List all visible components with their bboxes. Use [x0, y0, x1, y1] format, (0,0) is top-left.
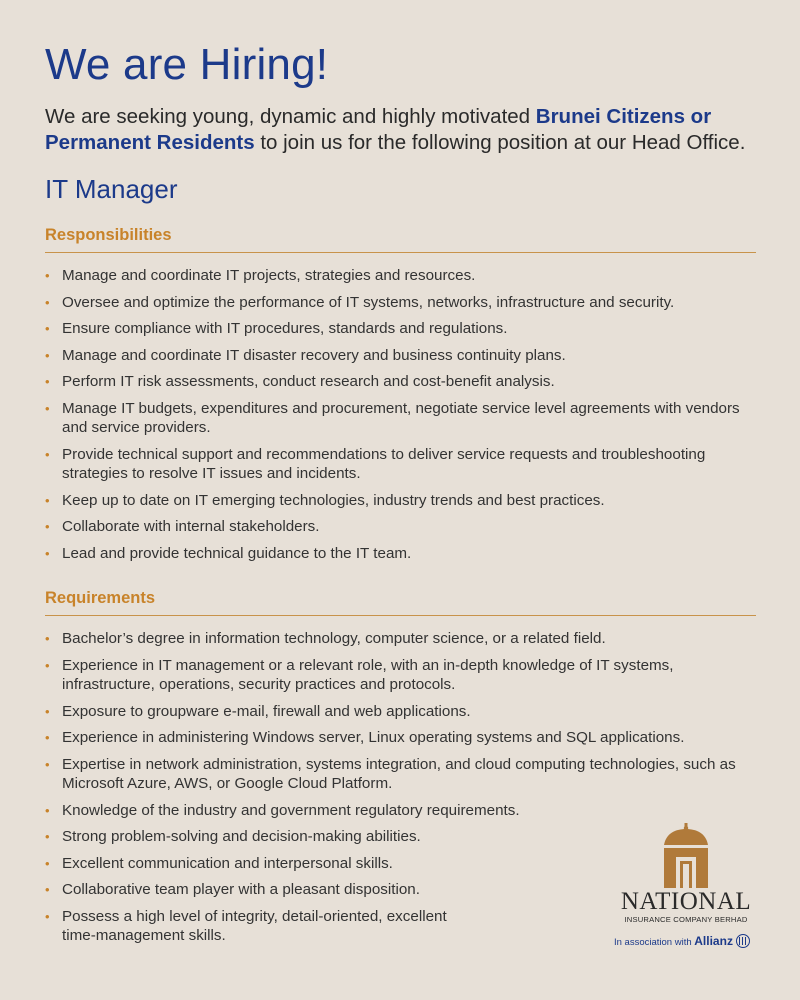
requirements-item-text: Strong problem-solving and decision-making abilities.	[62, 828, 421, 845]
responsibilities-heading: Responsibilities	[45, 226, 756, 253]
bullet-icon: •	[45, 882, 50, 897]
responsibilities-list	[45, 266, 756, 570]
intro-paragraph	[45, 104, 756, 156]
responsibilities-item	[45, 491, 756, 511]
company-subtitle: INSURANCE COMPANY BERHAD	[624, 915, 748, 924]
responsibilities-item-text: Manage IT budgets, expenditures and procurement, negotiate service level agreements with vendors and service providers.	[62, 399, 740, 436]
responsibilities-item	[45, 445, 756, 484]
bullet-icon: •	[45, 400, 50, 416]
intro-text-end: to join us for the following position at our Head Office.	[254, 131, 746, 154]
requirements-item	[45, 702, 756, 722]
bullet-icon: •	[45, 908, 50, 924]
company-logo	[614, 823, 758, 948]
responsibilities-item	[45, 399, 756, 438]
page-title: We are Hiring!	[45, 40, 329, 89]
bullet-icon: •	[45, 294, 50, 310]
bullet-icon: •	[45, 268, 50, 283]
responsibilities-item	[45, 517, 756, 537]
responsibilities-item-text: Manage and coordinate IT projects, strategies and resources.	[62, 267, 476, 284]
responsibilities-item	[45, 293, 756, 313]
requirements-heading: Requirements	[45, 589, 756, 616]
requirements-item	[45, 755, 756, 794]
responsibilities-item	[45, 544, 756, 564]
bullet-icon: •	[45, 347, 50, 363]
bullet-icon: •	[45, 657, 50, 673]
responsibilities-item	[45, 346, 756, 366]
requirements-item-text: Exposure to groupware e-mail, firewall and web applications.	[62, 702, 471, 720]
dome-emblem-icon	[658, 823, 714, 889]
bullet-icon: •	[45, 374, 50, 389]
bullet-icon: •	[45, 829, 50, 844]
requirements-item	[45, 801, 756, 821]
responsibilities-item-text: Manage and coordinate IT disaster recovery and business continuity plans.	[62, 346, 566, 364]
responsibilities-item-text: Collaborate with internal stakeholders.	[62, 518, 320, 535]
requirements-item	[45, 728, 756, 748]
association-prefix: In association with	[614, 937, 695, 948]
requirements-item	[45, 907, 472, 946]
bullet-icon: •	[45, 545, 50, 561]
responsibilities-item	[45, 266, 756, 286]
requirements-item-text: Experience in IT management or a relevant role, with an in-depth knowledge of IT systems, infrastructure, operations, security practices and protocols.	[62, 656, 674, 693]
bullet-icon: •	[45, 855, 50, 871]
bullet-icon: •	[45, 730, 50, 745]
bullet-icon: •	[45, 802, 50, 818]
responsibilities-item	[45, 319, 756, 339]
bullet-icon: •	[45, 756, 50, 772]
bullet-icon: •	[45, 446, 50, 462]
requirements-item	[45, 629, 756, 649]
responsibilities-item-text: Oversee and optimize the performance of IT systems, networks, infrastructure and security.	[62, 293, 675, 311]
position-title: IT Manager	[45, 174, 178, 204]
responsibilities-item	[45, 372, 756, 392]
association-line	[614, 934, 758, 948]
responsibilities-item-text: Ensure compliance with IT procedures, standards and regulations.	[62, 320, 508, 337]
requirements-item-text: Experience in administering Windows server, Linux operating systems and SQL applications.	[62, 729, 685, 746]
bullet-icon: •	[45, 519, 50, 534]
requirements-item	[45, 656, 756, 695]
company-name: NATIONAL	[620, 888, 752, 915]
responsibilities-item-text: Keep up to date on IT emerging technologies, industry trends and best practices.	[62, 491, 605, 509]
bullet-icon: •	[45, 492, 50, 508]
requirements-item-text: Excellent communication and interpersonal skills.	[62, 854, 393, 872]
intro-highlight: Brunei Citizens or Permanent Residents	[45, 105, 712, 154]
responsibilities-item-text: Perform IT risk assessments, conduct research and cost-benefit analysis.	[62, 373, 555, 390]
bullet-icon: •	[45, 703, 50, 719]
requirements-item-text: Expertise in network administration, systems integration, and cloud computing technologies, such as Microsoft Azure, AWS, or Google Cloud Platform.	[62, 755, 736, 792]
association-brand: Allianz	[694, 934, 733, 948]
requirements-item-text: Collaborative team player with a pleasant disposition.	[62, 881, 420, 898]
intro-text-start: We are seeking young, dynamic and highly motivated	[45, 105, 536, 128]
bullet-icon: •	[45, 321, 50, 336]
responsibilities-item-text: Lead and provide technical guidance to the IT team.	[62, 544, 412, 562]
requirements-item-text: Knowledge of the industry and government regulatory requirements.	[62, 801, 520, 819]
requirements-item-text: Possess a high level of integrity, detail-oriented, excellent time-management skills.	[62, 907, 447, 944]
responsibilities-item-text: Provide technical support and recommendations to deliver service requests and troubleshooting strategies to resolve IT issues and incidents.	[62, 445, 706, 482]
requirements-item-text: Bachelor’s degree in information technology, computer science, or a related field.	[62, 630, 606, 647]
bullet-icon: •	[45, 631, 50, 646]
allianz-logo-icon	[736, 934, 750, 948]
